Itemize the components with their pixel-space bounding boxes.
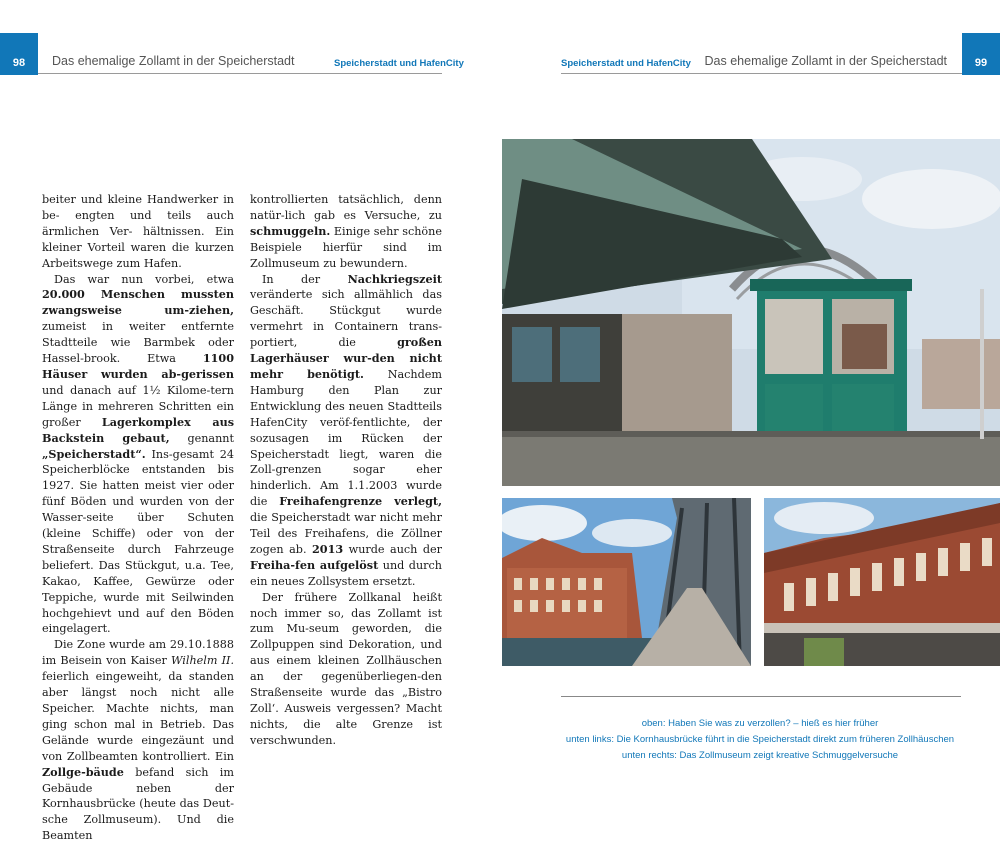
running-title-left: Das ehemalige Zollamt in der Speicherstadt [52, 54, 295, 68]
section-label-left: Speicherstadt und HafenCity [334, 58, 464, 69]
section-label-right: Speicherstadt und HafenCity [561, 58, 691, 69]
page-number-left: 98 [0, 33, 38, 75]
paragraph: Die Zone wurde am 29.10.1888 im Beisein von Kaiser Wilhelm II. feierlich eingeweiht, da standen aber längst noch nicht alle Speicher. Machte nichts, man ging schon mal in Betrieb. Das Gelände wurde eingezäunt und von Zollbeamten kontrolliert. Ein Zollge-bäude befand sich im Gebäude neben der Kornhausbrücke (heute das Deut-sche Zollmuseum). Und die Beamten [42, 638, 235, 843]
header-rule-left [38, 73, 442, 74]
paragraph: In der Nachkriegszeit veränderte sich allmählich das Geschäft. Stückgut wurde vermehrt in Containern trans-portiert, die großen Lagerhäuser wur-den nicht mehr benötigt. Nachdem Hamburg den Plan zur Entwicklung des neuen Stadtteils HafenCity veröf-fentlichte, der sozusagen im Rücken der Speicherstadt liegt, waren die Zoll-grenzen sogar eher hinderlich. Am 1.1.2003 wurde die Freihafengrenze verlegt, die Speicherstadt war nicht mehr Teil des Freihafens, die Zöllner zogen ab. 2013 wurde auch der Freiha-fen aufgelöst und durch ein neues Zollsystem ersetzt. [250, 271, 443, 588]
paragraph: kontrollierten tatsächlich, denn natür-lich gab es Versuche, zu schmuggeln. Einige sehr schöne Beispiele hierfür sind im Zollmuseum zu bewundern. [250, 193, 442, 270]
photo-kornhausbruecke [502, 498, 751, 666]
photo-customs-booth [502, 139, 1000, 486]
caption-rule [561, 696, 961, 697]
text-column-1 [42, 192, 234, 844]
paragraph: beiter und kleine Handwerker in be- engten und teils auch ärmlichen Ver- hältnissen. Ein kleiner Vorteil waren die kurzen Arbeitswege zum Hafen. [42, 193, 235, 270]
page-number-right: 99 [962, 33, 1000, 75]
photo-zollmuseum [764, 498, 1000, 666]
running-title-right: Das ehemalige Zollamt in der Speicherstadt [704, 54, 947, 68]
caption-bottom-left: unten links: Die Kornhausbrücke führt in die Speicherstadt direkt zum früheren Zollhäuschen [565, 734, 955, 745]
caption-top: oben: Haben Sie was zu verzollen? – hieß es hier früher [641, 718, 879, 729]
caption-bottom-right: unten rechts: Das Zollmuseum zeigt kreative Schmuggelversuche [621, 750, 899, 761]
text-column-2 [250, 192, 442, 749]
paragraph: Der frühere Zollkanal heißt noch immer so, das Zollamt ist zum Mu-seum geworden, die Zollpuppen sind Dekoration, und aus einem kleinen Zollhäuschen an der gegenüberliegen-den Straßenseite wurde das „Bistro Zoll‘. Ausweis vergessen? Macht nichts, die alte Grenze ist verschwunden. [250, 590, 442, 747]
header-rule-right [561, 73, 962, 74]
paragraph: Das war nun vorbei, etwa 20.000 Menschen mussten zwangsweise um-ziehen, zumeist in weiter entfernte Stadtteile wie Barmbek oder Hassel-brook. Etwa 1100 Häuser wurden ab-gerissen und danach auf 1½ Kilome-tern Länge in mehreren Schritten ein großer Lagerkomplex aus Backstein gebaut, genannt „Speicherstadt“. Ins-gesamt 24 Speicherblöcke entstanden bis 1927. Sie hatten meist vier oder fünf Böden und wurden von der Wasser-seite über Schuten (kleine Schiffe) oder von der Straßenseite durch Fahrzeuge beliefert. Das Stückgut, u.a. Tee, Kakao, Kaffee, Gewürze oder Teppiche, wurde mit Seilwinden hochgehievt und auf den Böden eingelagert. [42, 272, 235, 636]
